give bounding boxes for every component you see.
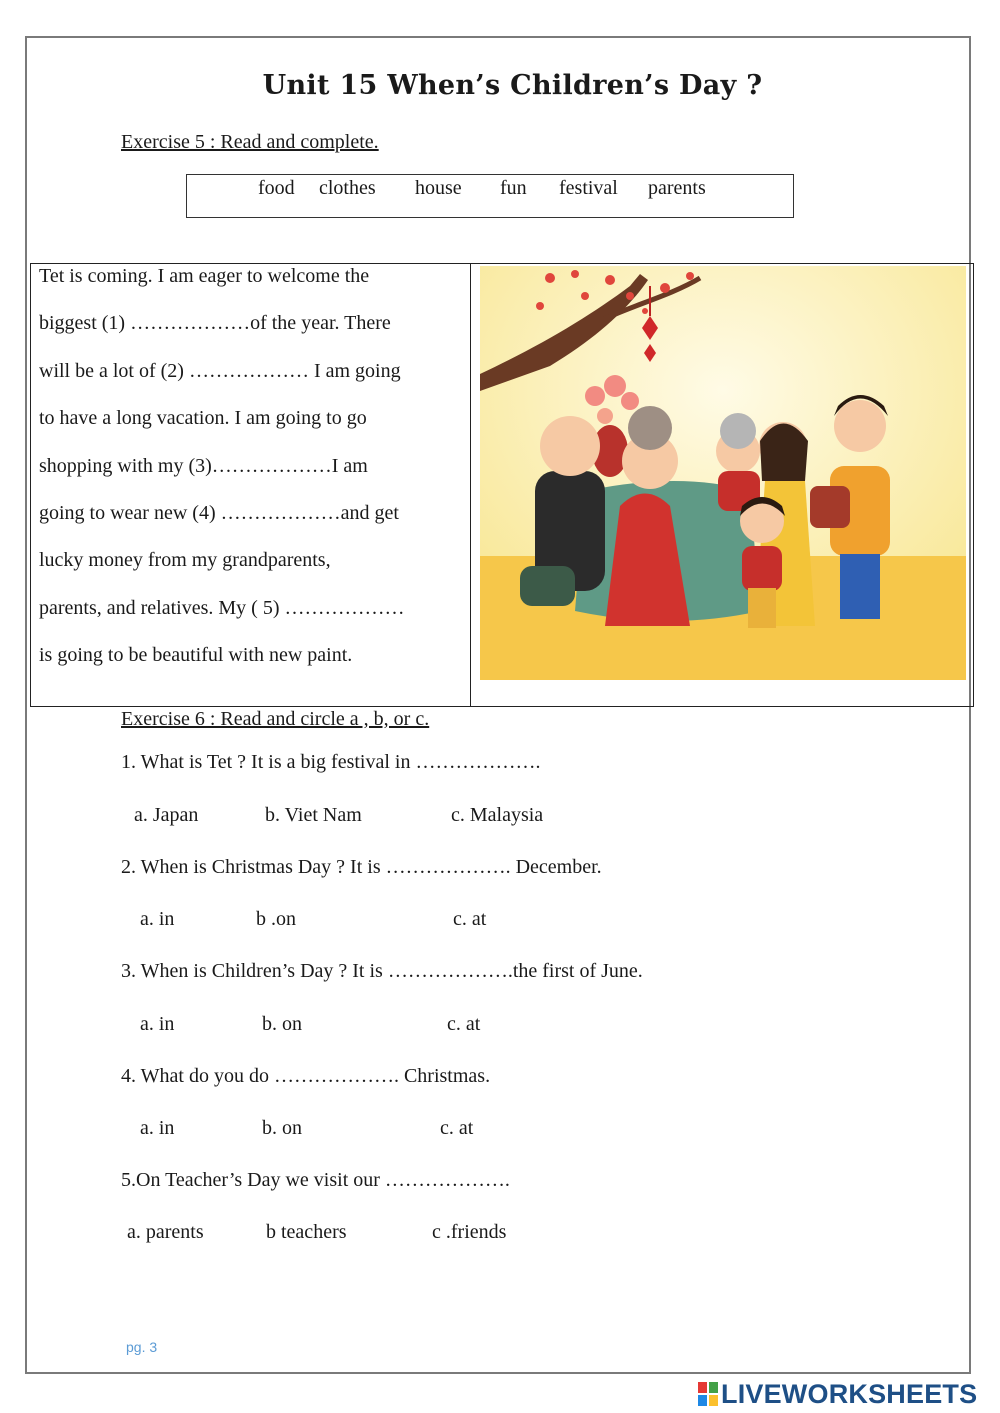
word-bank-item: house xyxy=(415,177,462,199)
option-a[interactable]: a. Japan xyxy=(134,804,199,826)
exercise6-heading: Exercise 6 : Read and circle a , b, or c. xyxy=(121,708,430,730)
option-c[interactable]: c. at xyxy=(447,1013,481,1035)
passage-line: biggest (1) ………………of the year. There xyxy=(39,312,391,335)
option-b[interactable]: b. Viet Nam xyxy=(265,804,362,826)
option-c[interactable]: c. Malaysia xyxy=(451,804,544,826)
tet-family-illustration xyxy=(480,266,966,680)
passage-line: will be a lot of (2) ……………… I am going xyxy=(39,359,401,382)
grandma-in-back xyxy=(716,413,760,511)
exercise5-heading: Exercise 5 : Read and complete. xyxy=(121,131,379,153)
word-bank-item: fun xyxy=(500,177,527,199)
option-a[interactable]: a. parents xyxy=(127,1221,204,1243)
option-c[interactable]: c. at xyxy=(453,908,487,930)
passage-line: shopping with my (3)………………I am xyxy=(39,454,368,477)
option-a[interactable]: a. in xyxy=(140,908,175,930)
reading-passage xyxy=(39,263,467,690)
word-bank-item: parents xyxy=(648,177,706,199)
option-a[interactable]: a. in xyxy=(140,1013,175,1035)
passage-line: lucky money from my grandparents, xyxy=(39,549,331,572)
page-title: Unit 15 When’s Children’s Day ? xyxy=(262,70,763,101)
word-bank-item: food xyxy=(258,177,295,199)
passage-line: to have a long vacation. I am going to go xyxy=(39,407,367,430)
brand-name: LIVEWORKSHEETS xyxy=(721,1378,978,1409)
question-3: 3. When is Children’s Day ? It is ……………….the first of June. xyxy=(121,960,643,982)
page-number: pg. 3 xyxy=(126,1339,158,1355)
option-c[interactable]: c .friends xyxy=(432,1221,507,1243)
option-b[interactable]: b .on xyxy=(256,908,296,930)
option-c[interactable]: c. at xyxy=(440,1117,474,1139)
question-2: 2. When is Christmas Day ? It is ………………. December. xyxy=(121,856,602,878)
option-b[interactable]: b teachers xyxy=(266,1221,347,1243)
passage-line: parents, and relatives. My ( 5) ……………… xyxy=(39,596,405,619)
word-bank xyxy=(186,174,794,218)
question-4: 4. What do you do ………………. Christmas. xyxy=(121,1065,491,1087)
passage-line: going to wear new (4) ………………and get xyxy=(39,501,399,524)
option-b[interactable]: b. on xyxy=(262,1117,302,1139)
word-bank-item: clothes xyxy=(319,177,376,199)
passage-line: is going to be beautiful with new paint. xyxy=(39,644,353,667)
passage-line: Tet is coming. I am eager to welcome the xyxy=(39,265,370,287)
question-1: 1. What is Tet ? It is a big festival in ………………. xyxy=(121,751,541,773)
table-divider xyxy=(470,263,471,707)
question-5: 5.On Teacher’s Day we visit our ………………. xyxy=(121,1169,510,1191)
liveworksheets-logo[interactable] xyxy=(697,1378,977,1410)
option-a[interactable]: a. in xyxy=(140,1117,175,1139)
option-b[interactable]: b. on xyxy=(262,1013,302,1035)
word-bank-item: festival xyxy=(559,177,618,199)
liveworksheets-logo-icon xyxy=(697,1380,719,1408)
